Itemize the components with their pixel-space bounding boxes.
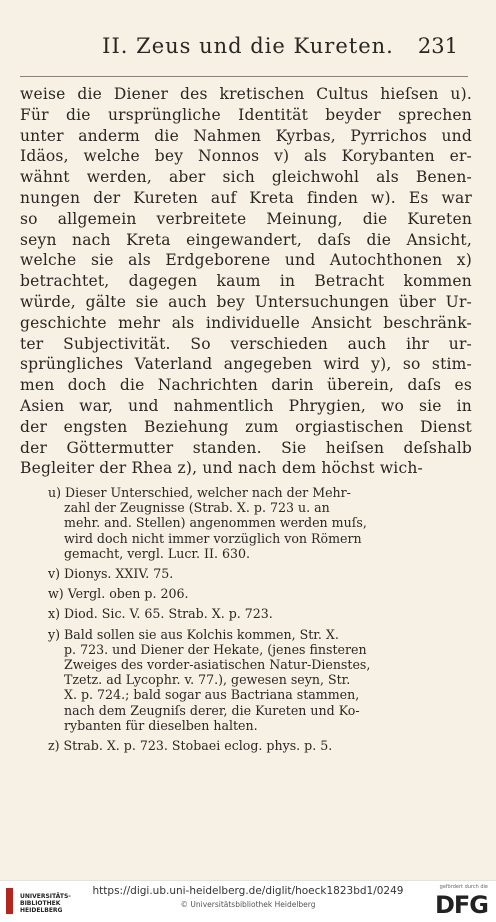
header-rule: [20, 76, 468, 77]
library-name-line: HEIDELBERG: [20, 907, 63, 914]
viewer-footer: [0, 880, 496, 922]
text-line: sprüngliches Vaterland angegeben wird y), so stim-: [20, 355, 472, 374]
funder-note: gefördert durch die: [439, 884, 488, 890]
footnote-z: z) Strab. X. p. 723. Stobaei eclog. phys. p. 5.: [48, 738, 333, 754]
text-line: unter anderm die Nahmen Kyrbas, Pyrrichos und: [20, 126, 472, 145]
text-line: Begleiter der Rhea z), und nach dem höchst wich-: [20, 459, 423, 478]
text-line: würde, gälte sie auch bey Untersuchungen über Ur-: [20, 292, 472, 311]
footnote-line: wird doch nicht immer vorzüglich von Römern: [64, 530, 362, 546]
library-name-line: UNIVERSITÄTS-: [20, 893, 71, 900]
footnote-line: rybanten für dieselben halten.: [64, 717, 258, 733]
footnote-line: Zweiges des vorder-asiatischen Natur-Dienstes,: [64, 657, 371, 673]
page-number: 231: [417, 34, 458, 58]
text-line: wähnt werden, aber sich gleichwohl als Benen-: [20, 168, 472, 187]
text-line: seyn nach Kreta eingewandert, daſs die Ansicht,: [20, 230, 472, 249]
text-line: men doch die Nachrichten darin überein, daſs es: [20, 376, 472, 395]
text-line: weise die Diener des kretischen Cultus hieſsen u).: [20, 85, 472, 103]
footnote-line: zahl der Zeugnisse (Strab. X. p. 723 u. an: [64, 500, 330, 516]
text-line: welche sie als Erdgeborene und Autochthonen x): [20, 251, 472, 270]
permalink-url[interactable]: https://digi.ub.uni-heidelberg.de/diglit/hoeck1823bd1/0249: [92, 885, 404, 897]
dfg-logo[interactable]: DFG: [434, 891, 488, 919]
library-name-line: BIBLIOTHEK: [20, 900, 61, 907]
running-header: [0, 34, 496, 66]
text-line: so allgemein verbreitete Meinung, die Kureten: [20, 209, 472, 228]
footnote-line: p. 723. und Diener der Hekate, (jenes finsteren: [64, 641, 367, 657]
footnote-x: x) Diod. Sic. V. 65. Strab. X. p. 723.: [48, 606, 273, 622]
text-line: ter Subjectivität. So verschieden auch ihr ur-: [20, 334, 472, 353]
footnote-line: nach dem Zeugniſs derer, die Kureten und Ko-: [64, 702, 360, 718]
footnote-line: mehr. and. Stellen) angenommen werden muſs,: [64, 515, 367, 531]
footnote-w: w) Vergl. oben p. 206.: [48, 586, 189, 602]
footnote-v: v) Dionys. XXIV. 75.: [48, 566, 174, 582]
text-line: Idäos, welche bey Nonnos v) als Korybanten er-: [20, 147, 472, 166]
text-line: betrachtet, dagegen kaum in Betracht kommen: [20, 272, 472, 291]
footnote-line: gemacht, vergl. Lucr. II. 630.: [64, 545, 251, 561]
text-line: geschichte mehr als individuelle Ansicht beschränk-: [20, 313, 472, 332]
footnote-line: X. p. 724.; bald sogar aus Bactriana stammen,: [64, 687, 360, 703]
footnotes: [48, 485, 468, 753]
footnote-y: y) Bald sollen sie aus Kolchis kommen, Str. X.: [48, 626, 339, 642]
text-line: Asien war, und nahmentlich Phrygien, wo sie in: [20, 396, 472, 415]
text-line: der Göttermutter standen. Sie heiſsen deſshalb: [20, 438, 472, 457]
text-line: der engsten Beziehung zum orgiastischen Dienst: [20, 417, 472, 436]
text-line: Für die ursprüngliche Identität beyder sprechen: [20, 105, 472, 124]
chapter-title: II. Zeus und die Kureten.: [102, 34, 394, 58]
footnote-u: u) Dieser Unterschied, welcher nach der Mehr-: [48, 485, 351, 500]
copyright-notice: © Universitätsbibliothek Heidelberg: [180, 900, 316, 909]
main-text: [20, 84, 472, 479]
footnote-line: Tzetz. ad Lycophr. v. 77.), gewesen seyn, Str.: [64, 672, 351, 688]
text-line: nungen der Kureten auf Kreta finden w). Es war: [20, 188, 472, 207]
